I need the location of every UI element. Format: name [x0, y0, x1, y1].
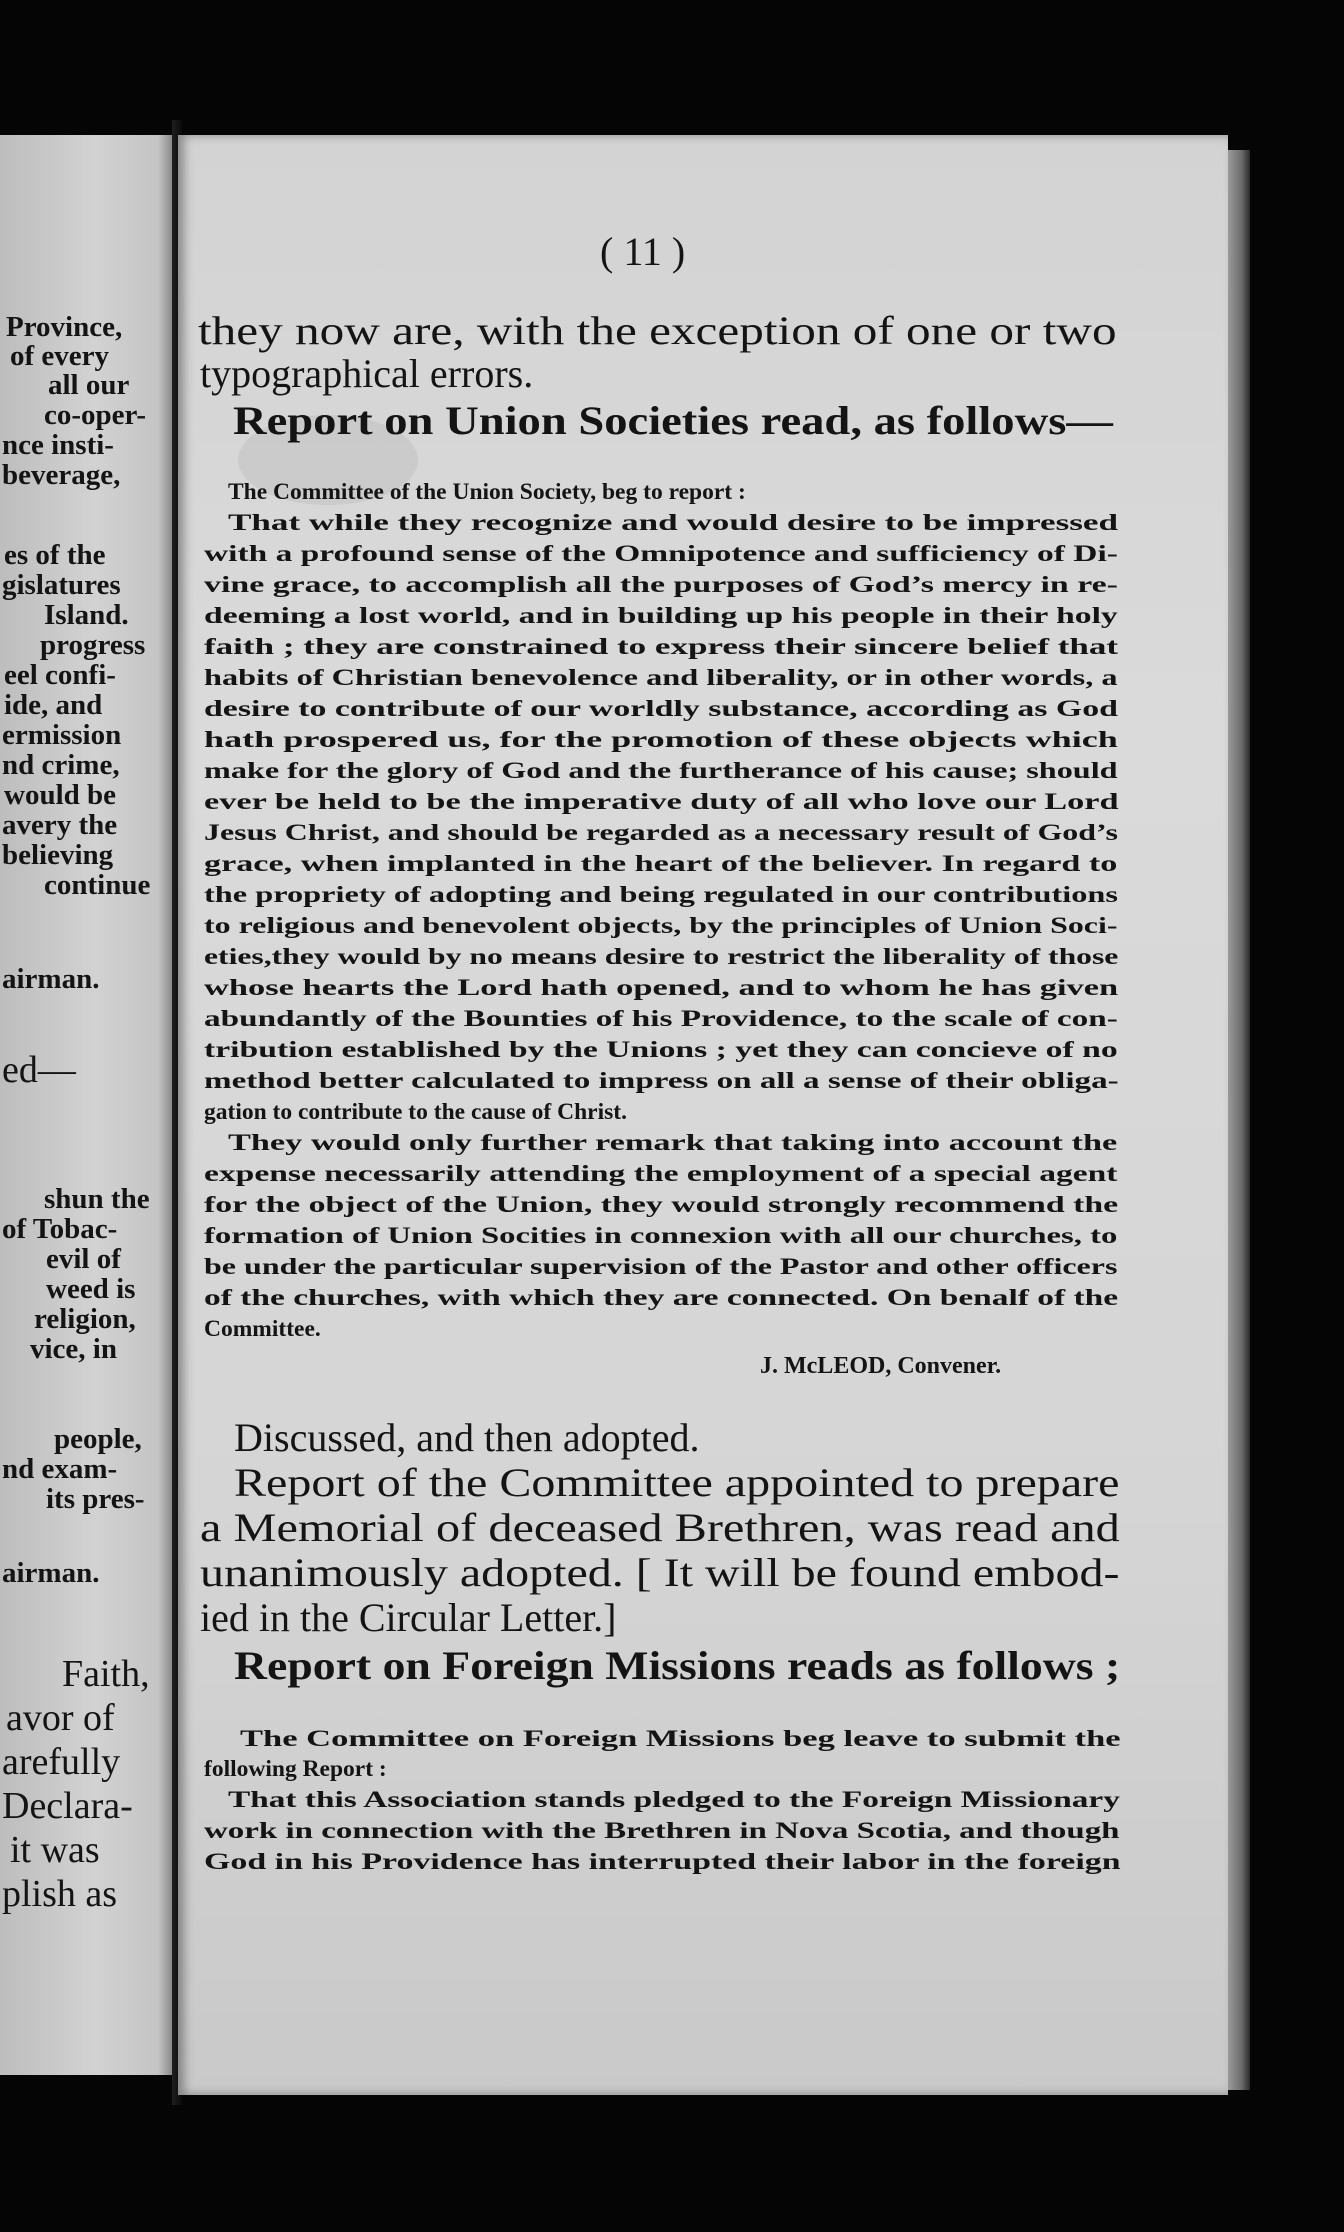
report-line: for the object of the Union, they would strongly recommend the [204, 1192, 1119, 1218]
left-text-line: avery the [2, 809, 118, 841]
left-text-line: evil of [46, 1243, 121, 1275]
report-line: habits of Christian benevolence and liberality, or in other words, a [204, 665, 1118, 691]
report-line: make for the glory of God and the furtherance of his cause; should [204, 758, 1118, 784]
report-line: of the churches, with which they are connected. On benalf of the [204, 1285, 1119, 1311]
left-text-line: Province, [6, 311, 123, 343]
left-text-line: ide, and [4, 689, 103, 721]
left-text-line: co-oper- [44, 399, 146, 431]
report-line: formation of Union Socities in connexion with all our churches, to [204, 1223, 1118, 1249]
section-heading-foreign-missions: Report on Foreign Missions reads as follows ; [234, 1643, 1121, 1688]
left-text-line: nd exam- [2, 1453, 118, 1485]
text-line: Report of the Committee appointed to prepare [234, 1460, 1120, 1505]
report-line: deeming a lost world, and in building up his people in their holy [204, 603, 1118, 629]
left-text-line: nd crime, [2, 749, 120, 781]
report-line: That this Association stands pledged to the Foreign Missionary [228, 1787, 1120, 1813]
left-text-line: of every [10, 340, 110, 372]
page-number: ( 11 ) [600, 229, 686, 274]
report-line: work in connection with the Brethren in Nova Scotia, and though [204, 1818, 1120, 1844]
text-line: ied in the Circular Letter.] [200, 1595, 617, 1640]
left-text-line: religion, [34, 1303, 136, 1335]
page-edge-shadow [1228, 150, 1250, 2090]
left-text-line: weed is [46, 1273, 136, 1305]
left-text-line: Island. [44, 599, 129, 631]
left-text-line: arefully [2, 1741, 121, 1783]
report-line: with a profound sense of the Omnipotence and sufficiency of Di- [204, 541, 1118, 567]
report-line: to religious and benevolent objects, by the principles of Union Soci- [204, 913, 1118, 939]
report-line: tribution established by the Unions ; yet they can concieve of no [204, 1037, 1118, 1063]
report-line: method better calculated to impress on all a sense of their obliga- [204, 1068, 1119, 1094]
left-text-line: eel confi- [4, 659, 116, 691]
left-text-line: nce insti- [2, 429, 114, 461]
left-text-line: airman. [2, 963, 100, 995]
left-text-line: ed— [2, 1049, 76, 1091]
report-line: grace, when implanted in the heart of the believer. In regard to [204, 851, 1118, 877]
left-text-line: es of the [4, 539, 106, 571]
report-line: Jesus Christ, and should be regarded as a necessary result of God’s [204, 820, 1118, 846]
report-line: ever be held to be the imperative duty of all who love our Lord [204, 789, 1119, 815]
left-text-line: vice, in [30, 1333, 117, 1365]
report-line: abundantly of the Bounties of his Providence, to the scale of con- [204, 1006, 1118, 1032]
text-line: Discussed, and then adopted. [234, 1415, 700, 1460]
left-text-line: continue [44, 869, 151, 901]
left-text-line: plish as [2, 1873, 118, 1915]
left-text-line: beverage, [2, 459, 121, 491]
text-line: a Memorial of deceased Brethren, was read and [200, 1505, 1120, 1550]
left-page-fragment [0, 135, 172, 2075]
report-line: whose hearts the Lord hath opened, and to whom he has given [204, 975, 1119, 1001]
text-line: they now are, with the exception of one or two [198, 308, 1117, 353]
report-line: The Committee on Foreign Missions beg leave to submit the [240, 1726, 1121, 1752]
report-line: They would only further remark that taking into account the [228, 1130, 1118, 1156]
left-text-line: believing [2, 839, 114, 871]
report-line: desire to contribute of our worldly substance, according as God [204, 696, 1118, 722]
left-text-line: avor of [6, 1697, 115, 1739]
left-text-line: gislatures [2, 569, 121, 601]
report-line: eties,they would by no means desire to restrict the liberality of those [204, 944, 1119, 970]
report-line: be under the particular supervision of the Pastor and other officers [204, 1254, 1118, 1280]
signature-convener: J. McLEOD, Convener. [760, 1353, 1002, 1379]
left-text-line: its pres- [46, 1483, 145, 1515]
report-line: the propriety of adopting and being regulated in our contributions [204, 882, 1118, 908]
report-line: vine grace, to accomplish all the purposes of God’s mercy in re- [204, 572, 1118, 598]
left-text-line: Declara- [2, 1785, 133, 1827]
left-text-line: Faith, [62, 1653, 150, 1695]
report-line: hath prospered us, for the promotion of these objects which [204, 727, 1118, 753]
left-text-line: shun the [44, 1183, 150, 1215]
left-text-line: ermission [2, 719, 122, 751]
report-line: Committee. [204, 1316, 321, 1342]
right-page [178, 135, 1228, 2095]
left-text-line: progress [40, 629, 146, 661]
left-text-line: people, [54, 1423, 142, 1455]
report-line: gation to contribute to the cause of Christ. [204, 1099, 627, 1125]
report-line: faith ; they are constrained to express their sincere belief that [204, 634, 1119, 660]
left-text-line: it was [10, 1829, 100, 1871]
report-line: expense necessarily attending the employment of a special agent [204, 1161, 1118, 1187]
report-line: That while they recognize and would desire to be impressed [228, 510, 1119, 536]
left-text-line: airman. [2, 1557, 100, 1589]
report-line: The Committee of the Union Society, beg to report : [228, 479, 746, 505]
left-text-line: would be [4, 779, 117, 811]
report-line: God in his Providence has interrupted their labor in the foreign [204, 1849, 1121, 1875]
left-text-line: all our [48, 369, 130, 401]
text-line: typographical errors. [200, 351, 534, 396]
text-line: unanimously adopted. [ It will be found embod- [200, 1550, 1120, 1595]
section-heading-union-societies: Report on Union Societies read, as follows— [233, 398, 1113, 443]
left-text-line: of Tobac- [2, 1213, 118, 1245]
report-line: following Report : [204, 1756, 387, 1782]
